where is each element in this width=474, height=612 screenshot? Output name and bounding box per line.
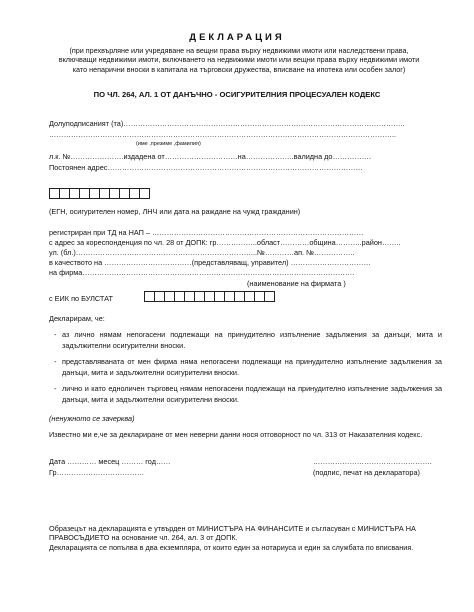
document-title: ДЕКЛАРАЦИЯ — [189, 32, 285, 43]
strike-note: (ненужното се зачерква) — [49, 414, 135, 423]
eik-boxes[interactable] — [144, 291, 274, 302]
registration-field[interactable]: регистриран при ТД на НАП – …………………………………………………………………………… — [49, 228, 364, 237]
signee-field-continued[interactable]: …………………………………………………………………………………………………………………………….. — [49, 130, 397, 139]
declaration-item-company: - представляваната от мен фирма няма непогасени подлежащи на принудително изпълнение задължения за данъци, мита и задължителни осигурителни вноски. — [54, 357, 442, 378]
footer-copies-note: Декларацията се попълва в два екземпляра, от които един за нотариуса и един за службата по вписвания. — [49, 543, 414, 552]
document-subtitle: (при прехвърляне или учредяване на вещни права върху недвижими имоти или наследствени права, включващи недвижими имоти, включването на недвижими имоти или вещни права върху недвижими имоти като непарични вноски в капитала на търговски дружества, вписване на ипотека или особен залог) — [58, 46, 420, 74]
firm-hint: (наименование на фирмата ) — [247, 279, 346, 288]
egn-hint: (ЕГН, осигурителен номер, ЛНЧ или дата на раждане на чужд гражданин) — [49, 207, 301, 216]
eik-box[interactable] — [264, 291, 275, 302]
signee-field[interactable]: Долуподписаният (та)…………………………………………………………………………………………………….. — [49, 119, 405, 128]
permanent-address-field[interactable]: Постоянен адрес…………………………………………………………………………………………… — [49, 163, 363, 172]
name-hint: (име ,презиме ,фамилия) — [136, 141, 201, 147]
street-field[interactable]: ул. (бл.)………………………………………………………………...№…………ап. №…………….. — [49, 248, 355, 257]
declaration-item-personal: - аз лично нямам непогасени подлежащи на принудително изпълнение задължения за данъци, мита и задължителни осигурителни вноски. — [54, 330, 442, 351]
firm-field[interactable]: на фирма…………………………………………………………………………………………………. — [49, 268, 355, 277]
signature-hint: (подпис, печат на декларатора) — [313, 468, 420, 477]
id-card-field[interactable]: л.к. №………………….издадена от…………………………на………………..валидна до……………. — [49, 152, 371, 161]
capacity-field[interactable]: в качеството на ………………………………(представляващ, управител) …………………………… — [49, 258, 371, 267]
date-field[interactable]: Дата ………… месец ……… год…… — [49, 457, 171, 466]
signature-field[interactable]: …………………………………………. — [313, 457, 432, 466]
declaration-item-text: аз лично нямам непогасени подлежащи на принудително изпълнение задължения за данъци, мита и задължителни осигурителни вноски. — [62, 330, 442, 351]
egn-box[interactable] — [139, 188, 150, 199]
declaration-item-text: лично и като едноличен търговец нямам непогасени подлежащи на принудително изпълнение задължения за данъци, мита и задължителни осигурителни вноски. — [62, 384, 442, 405]
city-field[interactable]: Гр……………………………… — [49, 468, 145, 477]
egn-boxes[interactable] — [49, 188, 149, 199]
declaration-item-sole-trader: - лично и като едноличен търговец нямам непогасени подлежащи на принудително изпълнение задължения за данъци, мита и задължителни осигурителни вноски. — [54, 384, 442, 405]
declare-label: Декларирам, че: — [49, 314, 105, 323]
correspondence-address-field[interactable]: с адрес за кореспонденция по чл. 28 от ДОПК: гр……………..област…………община………..район…….. — [49, 238, 401, 247]
eik-label: с ЕИК по БУЛСТАТ — [49, 294, 113, 303]
footer-approval-note: Образецът на декларацията е утвърден от МИНИСТЪРА НА ФИНАНСИТЕ и съгласуван с МИНИСТЪРА НА ПРАВОСЪДИЕТО на основание чл. 264, ал. 3 от ДОПК. — [49, 524, 416, 543]
legal-basis-heading: ПО ЧЛ. 264, АЛ. 1 ОТ ДАНЪЧНО - ОСИГУРИТЕЛНИЯ ПРОЦЕСУАЛЕН КОДЕКС — [93, 90, 381, 99]
liability-statement: Известно ми е,че за деклариране от мен неверни данни нося отговорност по чл. 313 от Наказателния кодекс. — [49, 430, 423, 439]
declaration-item-text: представляваната от мен фирма няма непогасени подлежащи на принудително изпълнение задължения за данъци, мита и задължителни осигурителни вноски. — [62, 357, 442, 378]
